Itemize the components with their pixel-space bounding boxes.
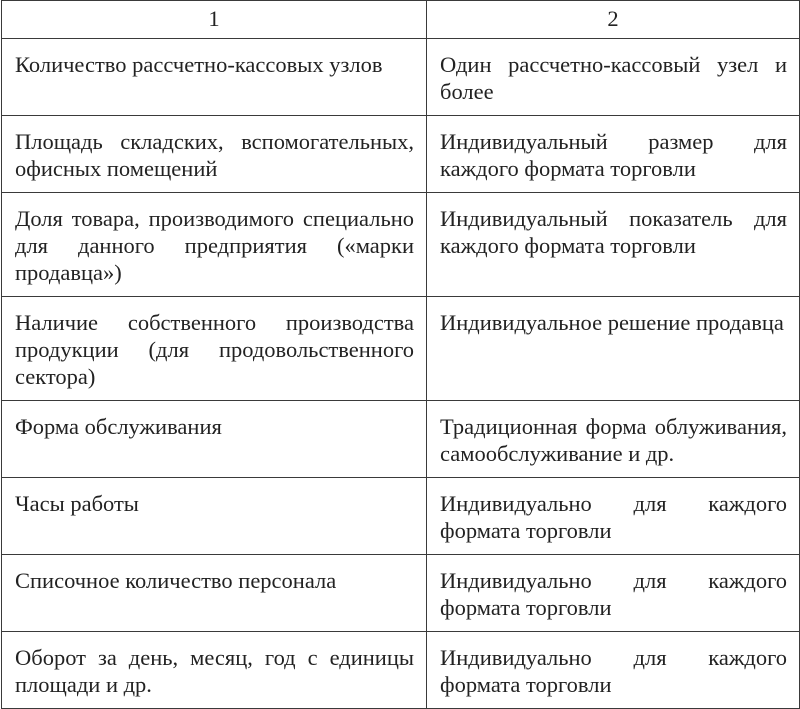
criterion-cell: Форма обслуживания — [2, 401, 427, 478]
criterion-cell: Площадь складских, вспомогательных, офисных помещений — [2, 116, 427, 193]
table-row — [2, 632, 800, 709]
criterion-cell: Оборот за день, месяц, год с единицы площади и др. — [2, 632, 427, 709]
criterion-cell: Доля товара, производимого специально для данного предприятия («марки продавца») — [2, 193, 427, 297]
retail-format-table — [1, 0, 800, 709]
table-row — [2, 478, 800, 555]
value-cell: Индивидуальный размер для каждого формата торговли — [427, 116, 800, 193]
column-header-1: 1 — [2, 1, 427, 39]
table-row — [2, 193, 800, 297]
table-row — [2, 555, 800, 632]
value-cell: Традиционная форма облуживания, самообслуживание и др. — [427, 401, 800, 478]
value-cell: Один рассчетно-кассовый узел и более — [427, 39, 800, 116]
criterion-cell: Списочное количество персонала — [2, 555, 427, 632]
table-row — [2, 401, 800, 478]
value-cell: Индивидуально для каждого формата торговли — [427, 632, 800, 709]
value-cell: Индивидуально для каждого формата торговли — [427, 555, 800, 632]
criterion-cell: Часы работы — [2, 478, 427, 555]
criterion-cell: Количество рассчетно-кассовых узлов — [2, 39, 427, 116]
value-cell: Индивидуально для каждого формата торговли — [427, 478, 800, 555]
criterion-cell: Наличие собственного производства продукции (для продовольственного сектора) — [2, 297, 427, 401]
value-cell: Индивидуальное решение продавца — [427, 297, 800, 401]
table-row — [2, 297, 800, 401]
table-row — [2, 39, 800, 116]
column-header-2: 2 — [427, 1, 800, 39]
table-row — [2, 116, 800, 193]
table-header-row — [2, 1, 800, 39]
value-cell: Индивидуальный показатель для каждого формата торговли — [427, 193, 800, 297]
